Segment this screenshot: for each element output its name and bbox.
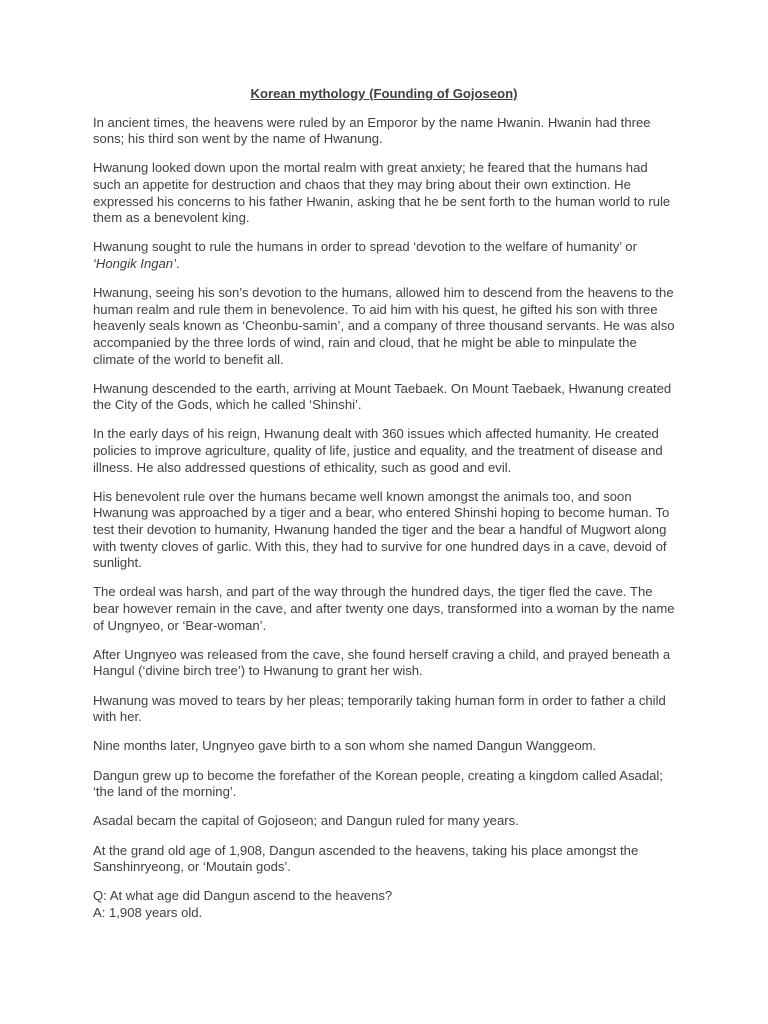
paragraph: The ordeal was harsh, and part of the way through the hundred days, the tiger fled the cave. The bear however remain in the cave, and after twenty one days, transformed into a woman by the name of Ungnyeo, or ‘Bear-woman’.: [93, 584, 675, 633]
question: Q: At what age did Dangun ascend to the heavens?: [93, 888, 393, 904]
paragraph: Hwanung descended to the earth, arriving at Mount Taebaek. On Mount Taebaek, Hwanung created the City of the Gods, which he called ‘Shinshi’.: [93, 380, 672, 413]
document-title: Korean mythology (Founding of Gojoseon): [250, 86, 518, 101]
paragraph: At the grand old age of 1,908, Dangun ascended to the heavens, taking his place amongst the Sanshinryeong, or ‘Moutain gods’.: [93, 842, 639, 875]
italic-term: ‘Hongik Ingan’: [93, 255, 176, 271]
italic-term-suffix: .: [175, 255, 180, 271]
paragraph: Nine months later, Ungnyeo gave birth to a son whom she named Dangun Wanggeom.: [93, 738, 597, 754]
paragraph: After Ungnyeo was released from the cave, she found herself craving a child, and prayed beneath a Hangul (‘divine birch tree’) to Hwanung to grant her wish.: [93, 646, 671, 679]
paragraph: Hwanung, seeing his son’s devotion to the humans, allowed him to descend from the heavens to the human realm and rule them in benevolence. To aid him with his quest, he gifted his son with three heavenly seals known as ‘Cheonbu-samin’, and a company of three thousand servants. He was also accompanied by the three lords of wind, rain and cloud, that he might be able to minpulate the climate of the world to benefit all.: [93, 285, 675, 367]
paragraph: In the early days of his reign, Hwanung dealt with 360 issues which affected humanity. He created policies to improve agriculture, quality of life, justice and equality, and the treatment of disease and illness. He also addressed questions of ethicality, such as good and evil.: [93, 426, 663, 475]
paragraph: Hwanung was moved to tears by her pleas; temporarily taking human form in order to father a child with her.: [93, 692, 666, 725]
answer: A: 1,908 years old.: [93, 904, 203, 920]
paragraph-hongik-ingan: [93, 239, 675, 272]
paragraph: Dangun grew up to become the forefather of the Korean people, creating a kingdom called Asadal; ‘the land of the morning’.: [93, 767, 663, 800]
paragraph: In ancient times, the heavens were ruled by an Emporor by the name Hwanin. Hwanin had three sons; his third son went by the name of Hwanung.: [93, 114, 651, 147]
paragraph-text: Hwanung sought to rule the humans in order to spread ‘devotion to the welfare of humanity’ or: [93, 239, 637, 255]
paragraph: His benevolent rule over the humans became well known amongst the animals too, and soon Hwanung was approached by a tiger and a bear, who entered Shinshi hoping to become human. To test their devotion to humanity, Hwanung handed the tiger and the bear a handful of Mugwort along with twenty cloves of garlic. With this, they had to survive for one hundred days in a cave, devoid of sunlight.: [93, 488, 670, 571]
paragraph: Hwanung looked down upon the mortal realm with great anxiety; he feared that the humans had such an appetite for destruction and chaos that they may bring about their own extinction. He expressed his concerns to his father Hwanin, asking that he be sent forth to the human world to rule them as a benevolent king.: [93, 160, 671, 226]
document-body: [93, 86, 675, 921]
paragraph: Asadal becam the capital of Gojoseon; and Dangun ruled for many years.: [93, 813, 519, 829]
